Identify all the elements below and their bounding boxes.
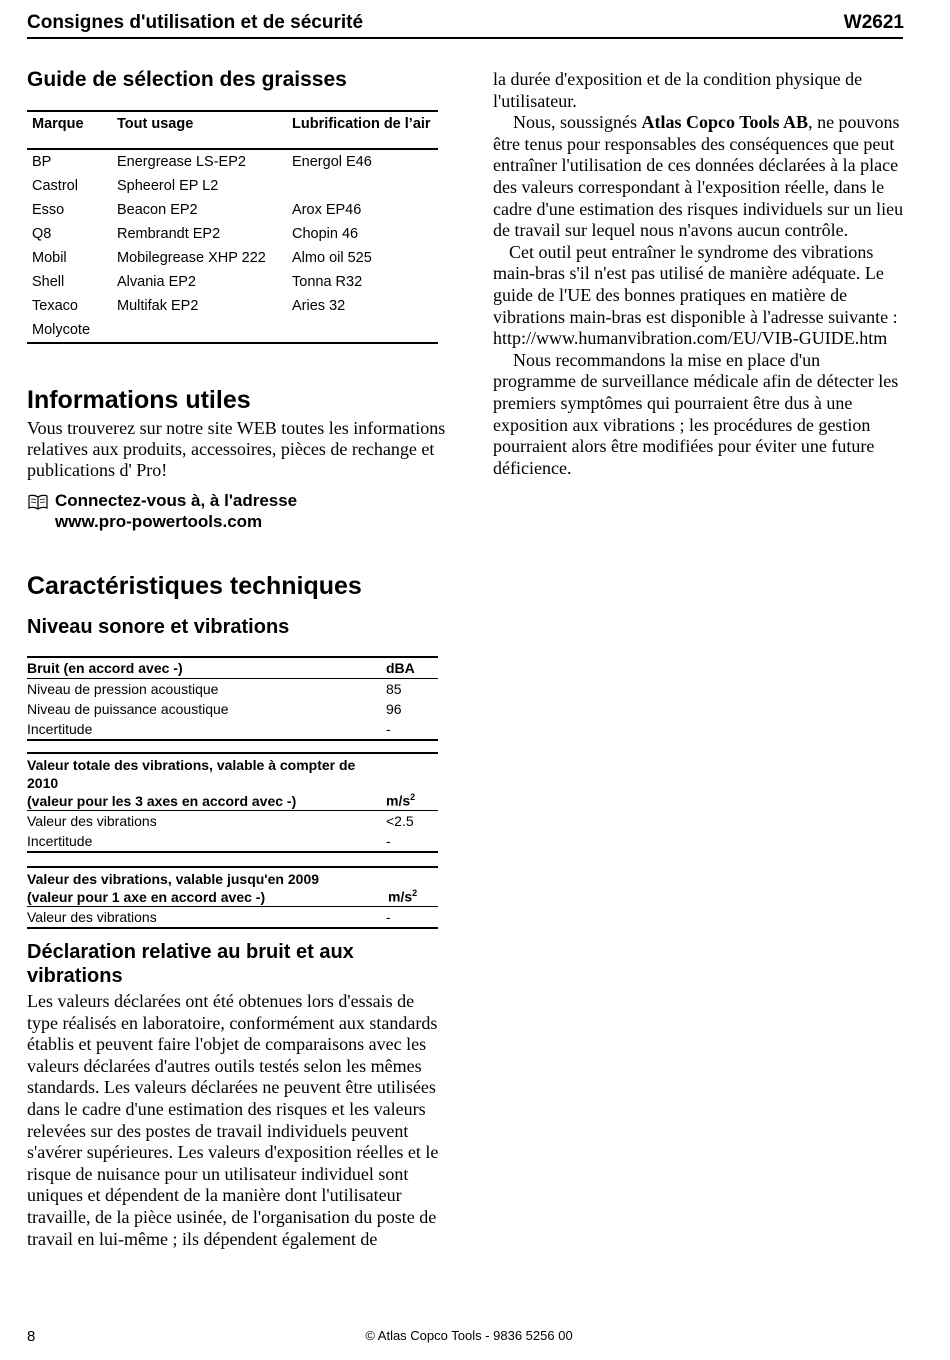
table-cell: Tonna R32: [292, 274, 363, 290]
unit-exponent: 2: [410, 792, 416, 803]
vibration-2009-unit: [388, 884, 438, 906]
table-cell: Spheerol EP L2: [117, 178, 219, 194]
vibration-2010-table: [27, 752, 438, 853]
row-label: Niveau de pression acoustique: [27, 681, 219, 697]
table-cell: Arox EP46: [292, 202, 362, 218]
table-cell: Almo oil 525: [292, 250, 372, 266]
table-cell: Chopin 46: [292, 226, 359, 242]
table-cell: Castrol: [32, 178, 78, 194]
table-cell: Molycote: [32, 322, 91, 338]
row-value: -: [386, 909, 391, 925]
text: Nous, soussignés: [513, 112, 642, 133]
table-cell: Energol E46: [292, 154, 372, 170]
table-rule: [27, 739, 438, 741]
table-row: [27, 150, 438, 174]
table-cell: Shell: [32, 274, 65, 290]
table-row: [27, 811, 438, 831]
table-row: [27, 679, 438, 699]
vibration-2009-header: [27, 868, 438, 906]
table-row: [27, 246, 438, 270]
table-row: [27, 907, 438, 927]
noise-table: [27, 656, 438, 741]
header-line: Valeur totale des vibrations, valable à compter de 2010: [27, 757, 356, 791]
book-icon: [28, 494, 48, 510]
row-value: 96: [386, 701, 402, 717]
footer-copyright: © Atlas Copco Tools - 9836 5256 00: [365, 1328, 573, 1343]
paragraph: Cet outil peut entraîner le syndrome des vibrations main-bras s'il n'est pas utilisé de manière adéquate. Le guide de l'UE des bonnes pratiques en matière de vibrations main-bras est disponible à l'adresse suivante : http://www.humanvibration.com/EU/VIB-GUIDE.htm: [493, 241, 898, 349]
right-column: [493, 69, 905, 479]
header-line: (valeur pour les 3 axes en accord avec -): [27, 793, 297, 809]
column-header: Marque: [32, 116, 84, 132]
declaration-heading: Déclaration relative au bruit et aux vibrations: [27, 941, 354, 987]
table-cell: Energrease LS-EP2: [117, 154, 246, 170]
page-number: 8: [27, 1328, 36, 1345]
table-cell: Mobil: [32, 250, 67, 266]
header-divider: [27, 37, 903, 39]
row-label: Incertitude: [27, 721, 93, 737]
grease-table: [27, 110, 438, 344]
table-cell: BP: [32, 154, 52, 170]
unit-text: m/s: [388, 889, 413, 905]
specs-heading: Caractéristiques techniques: [27, 572, 362, 600]
header-line: (valeur pour 1 axe en accord avec -): [27, 889, 266, 905]
table-cell: Texaco: [32, 298, 78, 314]
declaration-body: Les valeurs déclarées ont été obtenues lors d'essais de type réalisés en laboratoire, conformément aux standards établis et peuvent faire l'objet de comparaisons avec les valeurs déclarées d'autres outils testés selon les mêmes standards. Les valeurs déclarées ne peuvent être utilisées dans le cadre d'une estimation des risques et les valeurs relevées sur des postes de travail individuels peuvent s'avérer supérieures. Les valeurs d'exposition réelles et le risque de nuisance pour un utilisateur individuel sont uniques et dépendent de la manière dont l'utilisateur travaille, de la pièce usinée, de l'organisation du poste de travail en lui-même ; ils dépendent également de: [27, 991, 439, 1249]
table-row: [27, 831, 438, 851]
row-value: -: [386, 721, 391, 737]
table-rule: [27, 927, 438, 929]
table-cell: Rembrandt EP2: [117, 226, 221, 242]
link-text: Connectez-vous à, à l'adresse: [55, 491, 298, 510]
grease-table-header: [27, 112, 438, 150]
table-cell: Aries 32: [292, 298, 346, 314]
noise-table-header: [27, 658, 438, 678]
noise-rows: [27, 679, 438, 739]
row-label: Valeur des vibrations: [27, 813, 157, 829]
text: , ne pouvons être tenus pour responsables des conséquences que peut entraîner l'utilisation de ces données déclarées à la place des valeurs correspondant à l'exposition réelle, dans le cadre d'une estimation des risques individuels sur un lieu de travail sur lequel nous n'avons aucun contrôle.: [493, 112, 904, 241]
model-code: W2621: [843, 12, 904, 33]
specs-subheading: Niveau sonore et vibrations: [27, 616, 290, 638]
vibration-2010-header: [27, 754, 438, 810]
paragraph: [493, 112, 905, 242]
info-heading: Informations utiles: [27, 386, 251, 414]
header-line: Valeur des vibrations, valable jusqu'en 2009: [27, 871, 320, 887]
table-row: [27, 318, 438, 342]
info-body: Vous trouverez sur notre site WEB toutes les informations relatives aux produits, accessoires, pièces de rechange et publications d' Pro!: [27, 418, 446, 480]
grease-heading: Guide de sélection des graisses: [27, 68, 347, 91]
table-row: [27, 719, 438, 739]
vibration-2010-header-text: [27, 756, 386, 810]
paragraph: Nous recommandons la mise en place d'un programme de surveillance médicale afin de détecter les premiers symptômes qui pourraient être dus à une exposition aux vibrations ; les procédures de gestion pourraient alors être modifiées pour éviter une future déficience.: [493, 349, 899, 478]
table-cell: Beacon EP2: [117, 202, 198, 218]
row-value: -: [386, 833, 391, 849]
row-label: Niveau de puissance acoustique: [27, 701, 229, 717]
table-row: [27, 222, 438, 246]
column-header: Lubrification de l’air: [292, 116, 431, 132]
row-value: <2.5: [386, 813, 414, 829]
table-row: [27, 174, 438, 198]
table-cell: Multifak EP2: [117, 298, 199, 314]
table-cell: Mobilegrease XHP 222: [117, 250, 266, 266]
table-cell: Alvania EP2: [117, 274, 196, 290]
vibration-2009-header-text: [27, 870, 388, 906]
row-label: Valeur des vibrations: [27, 909, 157, 925]
vibration-2009-rows: [27, 907, 438, 927]
noise-header-unit: dBA: [386, 660, 415, 676]
table-row: [27, 699, 438, 719]
row-label: Incertitude: [27, 833, 93, 849]
grease-table-body: [27, 150, 438, 342]
vibration-2010-unit: [386, 788, 438, 810]
unit-exponent: 2: [412, 888, 418, 899]
table-row: [27, 198, 438, 222]
table-cell: Q8: [32, 226, 52, 242]
table-rule: [27, 851, 438, 853]
table-row: [27, 294, 438, 318]
table-row: [27, 270, 438, 294]
column-header: Tout usage: [117, 116, 194, 132]
row-value: 85: [386, 681, 402, 697]
vibration-2009-table: [27, 866, 438, 929]
table-cell: Esso: [32, 202, 65, 218]
noise-header-label: Bruit (en accord avec -): [27, 660, 183, 676]
link-url[interactable]: www.pro-powertools.com: [55, 512, 263, 531]
company-name: Atlas Copco Tools AB: [641, 112, 809, 133]
unit-text: m/s: [386, 793, 411, 809]
paragraph: la durée d'exposition et de la condition physique de l'utilisateur.: [493, 69, 863, 111]
document-title: Consignes d'utilisation et de sécurité: [27, 12, 364, 33]
vibration-2010-rows: [27, 811, 438, 851]
website-link[interactable]: [55, 490, 297, 532]
